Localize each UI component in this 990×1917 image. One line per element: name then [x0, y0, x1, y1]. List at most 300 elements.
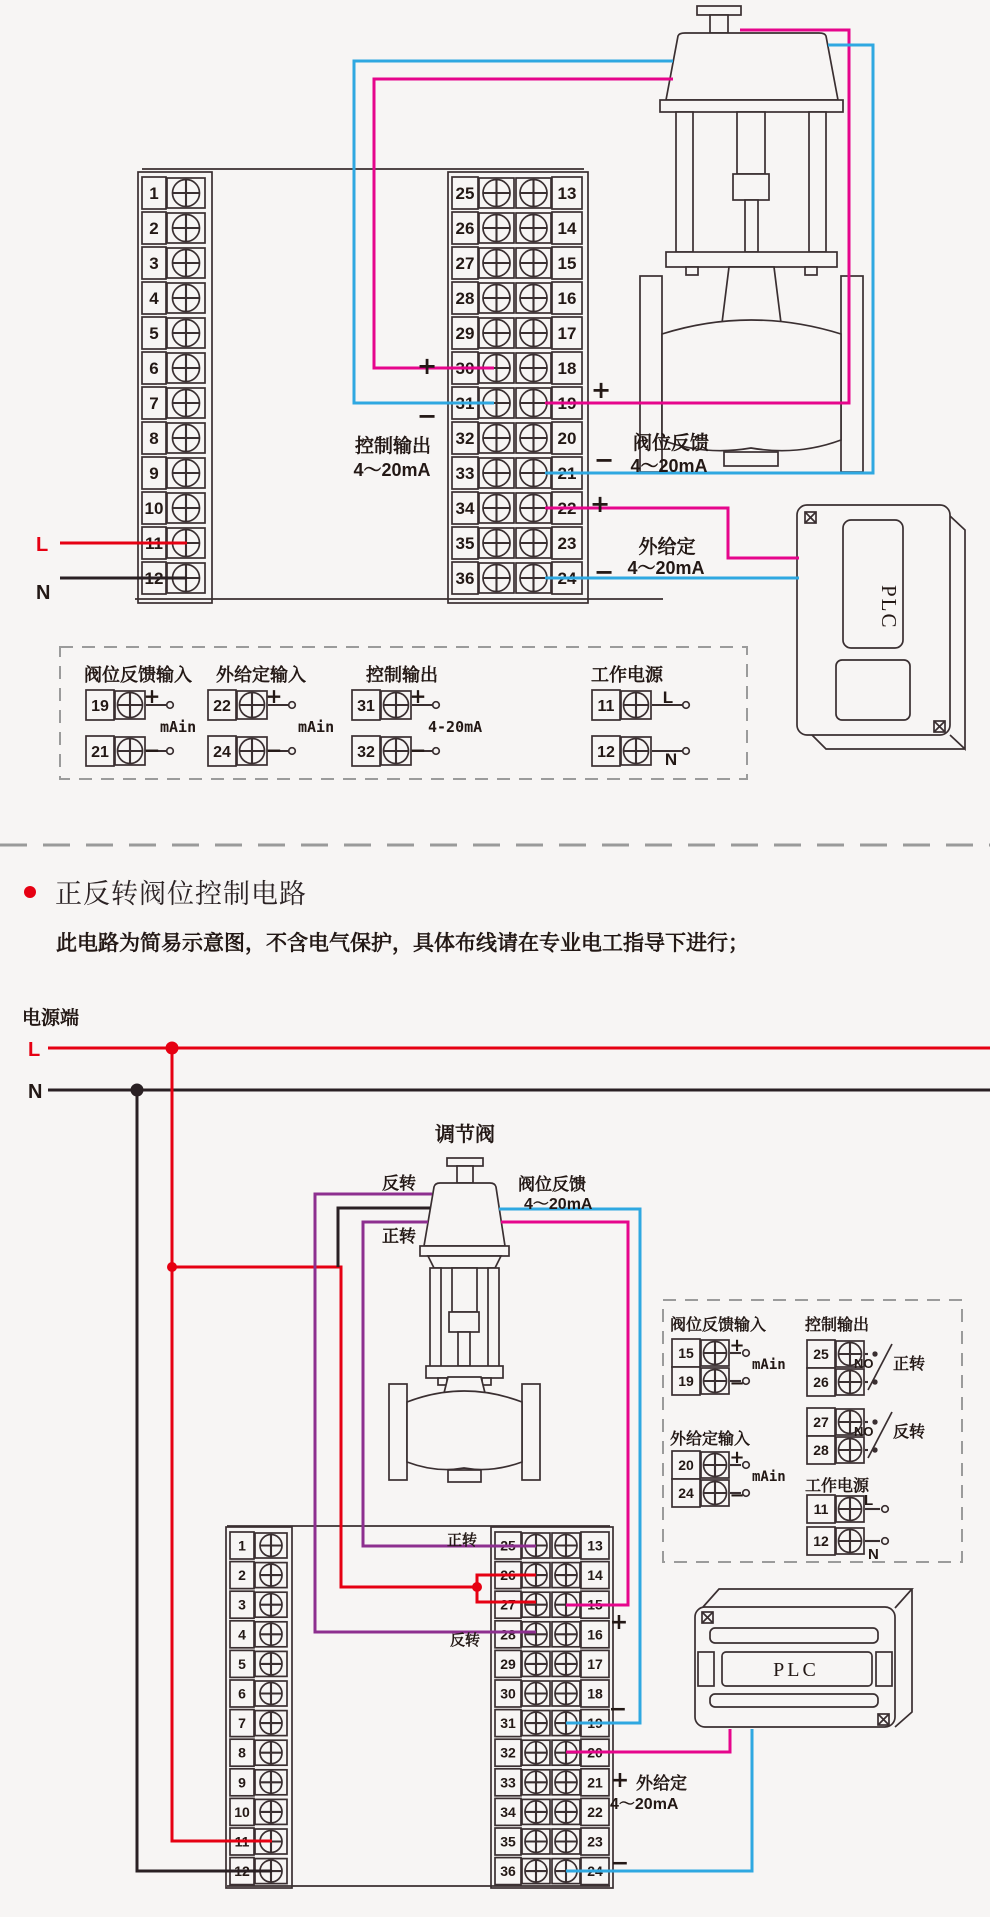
screw-terminal-icon [479, 563, 514, 593]
svg-text:1: 1 [238, 1537, 246, 1554]
terminal-strip-mid-2 [491, 1527, 613, 1888]
screw-terminal-icon [381, 737, 411, 765]
legend2-sign: + [729, 1335, 745, 1356]
svg-text:25: 25 [500, 1537, 516, 1554]
screw-terminal-icon [701, 1340, 729, 1366]
screw-terminal-icon [552, 1829, 580, 1854]
ext-label: 外给定 [638, 537, 696, 558]
fb2-label: 阀位反馈 [518, 1175, 586, 1194]
legend1-sign: L [662, 688, 674, 707]
terminal-number [230, 1680, 254, 1707]
legend1-sign: + [143, 684, 161, 708]
terminal-number [672, 1479, 700, 1507]
svg-text:16: 16 [557, 289, 577, 309]
screw-terminal-icon [255, 1681, 287, 1706]
svg-text:36: 36 [455, 569, 475, 589]
terminal-number [452, 177, 478, 209]
terminal-number [352, 690, 380, 720]
terminal-number [495, 1650, 521, 1677]
terminal-number [592, 736, 620, 766]
reverse-label-strip: 反转 [450, 1632, 481, 1649]
legend2-title-ctrl: 控制输出 [805, 1317, 870, 1334]
legend2-title-extset: 外给定输入 [670, 1431, 751, 1448]
legend1-sign: − [265, 738, 283, 762]
terminal-number [581, 1532, 609, 1559]
screw-terminal-icon [479, 493, 514, 523]
junction-dot [472, 1582, 482, 1592]
screw-terminal-icon [552, 1770, 580, 1795]
svg-text:22: 22 [213, 697, 231, 715]
svg-text:11: 11 [234, 1833, 250, 1850]
terminal-number [452, 562, 478, 594]
terminal-number [230, 1591, 254, 1618]
screw-terminal-icon [701, 1480, 729, 1506]
svg-text:21: 21 [587, 1774, 603, 1791]
screw-terminal-icon [167, 213, 205, 243]
legend2-unit: mAin [752, 1469, 786, 1485]
terminal-number [552, 247, 582, 279]
screw-terminal-icon [522, 1711, 550, 1736]
legend1-unit: mAin [298, 718, 335, 736]
svg-text:6: 6 [238, 1685, 246, 1702]
ext2-minus-sign: − [610, 1851, 630, 1876]
terminal-number [581, 1562, 609, 1589]
svg-text:8: 8 [238, 1744, 246, 1761]
svg-text:32: 32 [500, 1744, 516, 1761]
svg-text:20: 20 [587, 1744, 603, 1761]
terminal-number [142, 457, 166, 489]
svg-text:17: 17 [587, 1655, 603, 1672]
legend1-title-extset: 外给定输入 [216, 665, 306, 685]
svg-text:26: 26 [813, 1374, 829, 1391]
terminal-number [581, 1828, 609, 1855]
screw-terminal-icon [237, 691, 267, 719]
live-label: L [36, 534, 49, 556]
svg-text:29: 29 [500, 1655, 516, 1672]
svg-text:14: 14 [557, 219, 577, 239]
svg-text:36: 36 [500, 1863, 516, 1880]
svg-text:18: 18 [557, 359, 577, 379]
svg-text:5: 5 [149, 324, 159, 344]
screw-terminal-icon [167, 353, 205, 383]
svg-text:18: 18 [587, 1685, 603, 1702]
legend-terminal-cell [592, 690, 689, 720]
svg-text:31: 31 [357, 697, 375, 715]
svg-text:25: 25 [455, 184, 475, 204]
terminal-number [552, 352, 582, 384]
terminal-number [552, 177, 582, 209]
ext-minus-sign: − [593, 558, 615, 586]
legend1-sign: N [664, 750, 678, 769]
terminal-number [672, 1339, 700, 1367]
terminal-number [86, 690, 114, 720]
screw-terminal-icon [516, 213, 551, 243]
svg-text:4: 4 [149, 289, 159, 309]
svg-text:21: 21 [91, 743, 109, 761]
neutral-label-2: N [28, 1081, 43, 1103]
svg-text:35: 35 [455, 534, 475, 554]
ctrl-plus-sign: + [416, 352, 438, 380]
screw-terminal-icon [255, 1799, 287, 1824]
terminal-number [581, 1769, 609, 1796]
svg-text:24: 24 [587, 1863, 603, 1880]
fb-minus-sign: − [593, 446, 615, 474]
svg-text:12: 12 [234, 1863, 250, 1880]
legend1-unit: 4-20mA [428, 718, 483, 736]
svg-text:34: 34 [455, 499, 475, 519]
terminal-number [452, 422, 478, 454]
terminal-number [208, 690, 236, 720]
svg-text:27: 27 [813, 1414, 829, 1431]
legend1-title-feedback: 阀位反馈输入 [84, 665, 192, 685]
terminal-number [552, 422, 582, 454]
svg-text:11: 11 [145, 534, 163, 554]
ext-range: 4～20mA [627, 558, 705, 578]
svg-text:10: 10 [144, 499, 164, 519]
svg-text:26: 26 [500, 1567, 516, 1584]
screw-terminal-icon [167, 458, 205, 488]
junction-dot [167, 1262, 177, 1272]
terminal-number [495, 1858, 521, 1885]
terminal-number [352, 736, 380, 766]
svg-text:20: 20 [678, 1457, 694, 1474]
screw-terminal-icon [516, 178, 551, 208]
section-subtitle: 此电路为简易示意图，不含电气保护，具体布线请在专业电工指导下进行； [56, 932, 749, 955]
screw-terminal-icon [167, 248, 205, 278]
terminal-number [142, 422, 166, 454]
screw-terminal-icon [479, 283, 514, 313]
terminal-number [495, 1591, 521, 1618]
terminal-number [592, 690, 620, 720]
screw-terminal-icon [522, 1859, 550, 1884]
terminal-number [495, 1798, 521, 1825]
screw-terminal-icon [255, 1592, 287, 1617]
screw-terminal-icon [552, 1533, 580, 1558]
fb-plus-sign: + [590, 376, 612, 404]
junction-dot [131, 1084, 144, 1097]
terminal-number [552, 282, 582, 314]
fb-range: 4～20mA [630, 456, 708, 476]
fb2-minus-sign: − [608, 1697, 628, 1722]
svg-text:9: 9 [149, 464, 159, 484]
ctrl-minus-sign: − [416, 402, 438, 430]
terminal-number [142, 352, 166, 384]
svg-text:24: 24 [678, 1485, 694, 1502]
screw-terminal-icon [522, 1622, 550, 1647]
terminal-strip-mid-1 [448, 172, 588, 603]
terminal-number [807, 1340, 835, 1368]
screw-terminal-icon [522, 1770, 550, 1795]
terminal-number [672, 1367, 700, 1395]
svg-text:11: 11 [813, 1501, 829, 1518]
screw-terminal-icon [255, 1651, 287, 1676]
svg-text:20: 20 [557, 429, 577, 449]
terminal-number [552, 317, 582, 349]
svg-text:19: 19 [557, 394, 577, 414]
ext-plus-sign: + [589, 490, 611, 518]
screw-terminal-icon [237, 737, 267, 765]
svg-text:12: 12 [813, 1533, 829, 1550]
legend2-title-power: 工作电源 [805, 1478, 870, 1495]
screw-terminal-icon [255, 1740, 287, 1765]
screw-terminal-icon [479, 178, 514, 208]
legend2-title-feedback: 阀位反馈输入 [670, 1317, 767, 1334]
terminal-number [672, 1451, 700, 1479]
terminal-number [807, 1495, 835, 1523]
ext2-plus-sign: + [610, 1768, 630, 1793]
valve-label: 调节阀 [435, 1124, 495, 1146]
neutral-label: N [36, 582, 51, 604]
svg-text:7: 7 [149, 394, 159, 414]
terminal-number [142, 492, 166, 524]
screw-terminal-icon [167, 388, 205, 418]
terminal-number [452, 282, 478, 314]
screw-terminal-icon [522, 1681, 550, 1706]
terminal-number [230, 1562, 254, 1589]
svg-text:26: 26 [455, 219, 475, 239]
svg-text:34: 34 [500, 1803, 516, 1820]
screw-terminal-icon [167, 178, 205, 208]
svg-text:28: 28 [500, 1626, 516, 1643]
terminal-number [230, 1739, 254, 1766]
terminal-number [495, 1828, 521, 1855]
terminal-number [581, 1680, 609, 1707]
terminal-number [581, 1650, 609, 1677]
legend2-N: N [868, 1546, 879, 1563]
terminal-number [807, 1368, 835, 1396]
terminal-number [142, 317, 166, 349]
svg-text:32: 32 [357, 743, 375, 761]
svg-text:35: 35 [500, 1833, 516, 1850]
svg-text:13: 13 [587, 1537, 603, 1554]
ctrl-range: 4～20mA [353, 460, 431, 480]
legend2-sign: + [729, 1447, 745, 1468]
screw-terminal-icon [255, 1770, 287, 1795]
screw-terminal-icon [836, 1369, 864, 1395]
legend1-sign: + [265, 684, 283, 708]
terminal-number [86, 736, 114, 766]
power-terminal-label: 电源端 [22, 1008, 80, 1029]
terminal-number [142, 387, 166, 419]
svg-text:15: 15 [678, 1345, 694, 1362]
svg-text:30: 30 [500, 1685, 516, 1702]
legend-terminal-cell [807, 1495, 888, 1523]
reverse-label-valve: 反转 [382, 1174, 416, 1193]
relay-no-label: NO [854, 1356, 874, 1371]
screw-terminal-icon [836, 1496, 864, 1522]
screw-terminal-icon [115, 737, 145, 765]
screw-terminal-icon [516, 528, 551, 558]
svg-text:19: 19 [91, 697, 109, 715]
screw-terminal-icon [255, 1622, 287, 1647]
legend1-sign: − [409, 738, 427, 762]
legend-terminal-cell [807, 1368, 878, 1396]
svg-text:17: 17 [557, 324, 577, 344]
plc-label-2: PLC [773, 1659, 819, 1681]
terminal-number [142, 247, 166, 279]
svg-text:5: 5 [238, 1655, 246, 1672]
svg-text:3: 3 [238, 1596, 246, 1613]
terminal-number [142, 282, 166, 314]
screw-terminal-icon [516, 318, 551, 348]
terminal-number [495, 1621, 521, 1648]
terminal-number [208, 736, 236, 766]
svg-text:31: 31 [455, 394, 475, 414]
svg-text:31: 31 [500, 1715, 516, 1732]
terminal-number [452, 527, 478, 559]
screw-terminal-icon [479, 318, 514, 348]
screw-terminal-icon [479, 248, 514, 278]
terminal-number [230, 1532, 254, 1559]
svg-text:33: 33 [455, 464, 475, 484]
terminal-number [581, 1798, 609, 1825]
ctrl-label: 控制输出 [354, 436, 432, 457]
terminal-number [230, 1798, 254, 1825]
screw-terminal-icon [255, 1563, 287, 1588]
relay-no-label: NO [854, 1424, 874, 1439]
screw-terminal-icon [115, 691, 145, 719]
screw-terminal-icon [836, 1528, 864, 1554]
svg-text:33: 33 [500, 1774, 516, 1791]
ext2-range: 4～20mA [610, 1796, 679, 1813]
screw-terminal-icon [522, 1592, 550, 1617]
svg-text:4: 4 [238, 1626, 246, 1643]
screw-terminal-icon [516, 423, 551, 453]
svg-text:32: 32 [455, 429, 475, 449]
terminal-number [552, 212, 582, 244]
legend2-L: L [864, 1492, 874, 1509]
screw-terminal-icon [701, 1368, 729, 1394]
legend2-sign: − [729, 1485, 745, 1506]
terminal-number [230, 1710, 254, 1737]
screw-terminal-icon [479, 213, 514, 243]
svg-text:10: 10 [234, 1803, 250, 1820]
legend1-sign: + [409, 684, 427, 708]
terminal-number [452, 457, 478, 489]
screw-terminal-icon [836, 1437, 864, 1463]
screw-terminal-icon [621, 737, 651, 765]
legend1-title-power: 工作电源 [591, 665, 663, 685]
screw-terminal-icon [522, 1829, 550, 1854]
svg-text:2: 2 [149, 219, 159, 239]
svg-text:22: 22 [587, 1803, 603, 1820]
section-bullet-icon [24, 886, 36, 898]
screw-terminal-icon [255, 1533, 287, 1558]
terminal-number [452, 492, 478, 524]
screw-terminal-icon [167, 423, 205, 453]
screw-terminal-icon [552, 1681, 580, 1706]
screw-terminal-icon [552, 1651, 580, 1676]
terminal-number [452, 247, 478, 279]
screw-terminal-icon [516, 283, 551, 313]
screw-terminal-icon [479, 423, 514, 453]
svg-text:15: 15 [557, 254, 577, 274]
terminal-number [452, 212, 478, 244]
plc-module-icon [797, 505, 965, 749]
screw-terminal-icon [552, 1563, 580, 1588]
svg-text:15: 15 [587, 1596, 603, 1613]
svg-text:19: 19 [587, 1715, 603, 1732]
screw-terminal-icon [516, 248, 551, 278]
svg-text:28: 28 [455, 289, 475, 309]
terminal-number [230, 1650, 254, 1677]
svg-text:25: 25 [813, 1346, 829, 1363]
terminal-number [581, 1621, 609, 1648]
screw-terminal-icon [381, 691, 411, 719]
screw-terminal-icon [522, 1799, 550, 1824]
svg-text:19: 19 [678, 1373, 694, 1390]
screw-terminal-icon [479, 458, 514, 488]
fb2-plus-sign: + [609, 1610, 629, 1635]
screw-terminal-icon [552, 1622, 580, 1647]
svg-text:27: 27 [500, 1596, 516, 1613]
terminal-number [807, 1527, 835, 1555]
svg-text:9: 9 [238, 1774, 246, 1791]
svg-text:2: 2 [238, 1567, 246, 1584]
legend2-sign: − [729, 1373, 745, 1394]
screw-terminal-icon [479, 528, 514, 558]
plc-module-icon-2 [695, 1589, 912, 1727]
screw-terminal-icon [701, 1452, 729, 1478]
terminal-number [495, 1680, 521, 1707]
terminal-number [142, 177, 166, 209]
screw-terminal-icon [167, 318, 205, 348]
screw-terminal-icon [552, 1799, 580, 1824]
section-title: 正反转阀位控制电路 [55, 879, 307, 909]
ext2-label: 外给定 [636, 1774, 687, 1793]
fb-label: 阀位反馈 [632, 433, 710, 454]
legend2-reverse: 反转 [893, 1424, 926, 1441]
svg-text:23: 23 [587, 1833, 603, 1850]
svg-text:28: 28 [813, 1442, 829, 1459]
fb2-range: 4～20mA [524, 1196, 593, 1213]
terminal-number [807, 1436, 835, 1464]
svg-text:16: 16 [587, 1626, 603, 1643]
terminal-number [552, 527, 582, 559]
legend-terminal-cell [807, 1436, 878, 1464]
svg-text:8: 8 [149, 429, 159, 449]
svg-text:30: 30 [455, 359, 475, 379]
svg-text:29: 29 [455, 324, 475, 344]
svg-text:24: 24 [213, 743, 231, 761]
terminal-number [230, 1769, 254, 1796]
junction-dot [166, 1042, 179, 1055]
legend1-title-ctrl: 控制输出 [366, 665, 438, 685]
terminal-number [230, 1621, 254, 1648]
svg-text:27: 27 [455, 254, 475, 274]
screw-terminal-icon [167, 493, 205, 523]
legend2-forward: 正转 [893, 1356, 926, 1373]
svg-text:12: 12 [144, 569, 164, 589]
svg-text:21: 21 [557, 464, 577, 484]
svg-text:22: 22 [557, 499, 577, 519]
terminal-number [142, 212, 166, 244]
terminal-number [495, 1739, 521, 1766]
terminal-number [495, 1769, 521, 1796]
svg-text:3: 3 [149, 254, 159, 274]
screw-terminal-icon [516, 353, 551, 383]
svg-text:24: 24 [557, 569, 577, 589]
terminal-strip-left-1 [138, 172, 212, 603]
screw-terminal-icon [522, 1740, 550, 1765]
legend2-unit: mAin [752, 1357, 786, 1373]
svg-text:1: 1 [149, 184, 159, 204]
live-label-2: L [28, 1039, 41, 1061]
svg-text:12: 12 [597, 743, 615, 761]
plc-label: PLC [877, 585, 901, 630]
svg-text:23: 23 [557, 534, 577, 554]
legend1-unit: mAin [160, 718, 197, 736]
